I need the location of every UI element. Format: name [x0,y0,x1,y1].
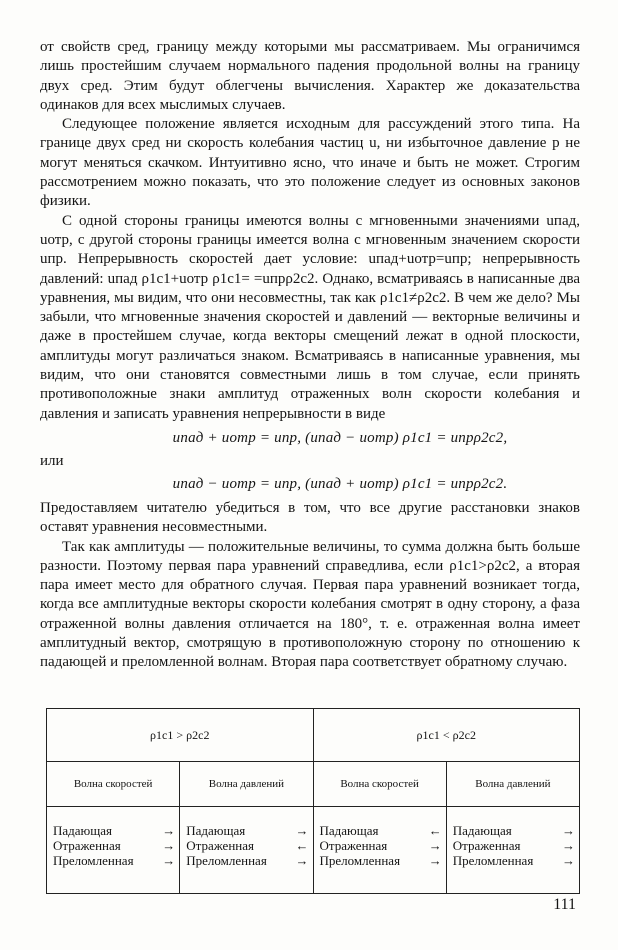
paragraph-4: Предоставляем читателю убедиться в том, что все другие расстановки знаков оставят уравнения несовместными. [40,499,580,536]
sub-header: Волна давлений [446,762,579,807]
col-4: Падающая → Отраженная → Преломленная → [446,807,579,894]
sub-header: Волна давлений [180,762,313,807]
sub-header: Волна скоростей [47,762,180,807]
page-number: 111 [553,896,576,913]
col-1: Падающая → Отраженная → Преломленная → [47,807,180,894]
header-right: ρ1c1 < ρ2c2 [313,709,580,762]
page-body [40,38,580,673]
or-word: или [40,452,64,469]
wave-table [46,708,580,894]
paragraph-3: С одной стороны границы имеются волны с мгновенными значениями uпад, uотр, с другой стороны границы имеется волна с мгновенным значением скорости uпр. Непрерывность скоростей дает условие: uпад+uотр=uпр; непрерывность давлений: uпад ρ1c1+uотр ρ1c1= =uпрρ2c2. Однако, всматриваясь в написанные два уравнения, мы видим, что они несовместны, так как ρ1c1≠ρ2c2. В чем же дело? Мы забыли, что мгновенные значения скоростей и давлений — векторные величины и даже в простейшем случае, когда векторы смещений лежат в одной плоскости, амплитуды могут различаться знаком. Всматриваясь в написанные уравнения, мы видим, что они становятся совместными лишь в том случае, если принять противоположные знаки амплитуд отраженных волн скорости колебания и давления и записать уравнения непрерывности в виде [40,212,580,422]
col-2: Падающая → Отраженная ← Преломленная → [180,807,313,894]
sub-header: Волна скоростей [313,762,446,807]
paragraph-1: от свойств сред, границу между которыми мы рассматриваем. Мы ограничимся лишь простейшим случаем нормального падения продольной волны на границу двух сред. Этим будут облегчены вычисления. Характер же доказательства одинаков для всех мыслимых случаев. [40,39,580,113]
paragraph-2: Следующее положение является исходным для рассуждений этого типа. На границе двух сред ни скорость колебания частиц u, ни избыточное давление p не могут меняться скачком. Интуитивно ясно, что иначе и быть не может. Строгим рассмотрением можно показать, что это положение следует из основных законов физики. [40,116,580,210]
paragraph-5: Так как амплитуды — положительные величины, то сумма должна быть больше разности. Поэтому первая пара уравнений справедлива, если ρ1c1>ρ2c2, а вторая пара имеет место для обратного случая. Первая пара уравнений возникает тогда, когда все амплитудные векторы скорости колебания смотрят в одну сторону, а фаза отраженной волны давления отличается на 180°, т. е. отраженная волна имеет амплитудный вектор, смотрящую в противоположную сторону по отношению к падающей и преломленной волнам. Вторая пара соответствует обратному случаю. [40,538,580,671]
equation-2: uпад − uотр = uпр, (uпад + uотр) ρ1c1 = uпрρ2c2. [172,475,508,492]
col-3: Падающая ← Отраженная → Преломленная → [313,807,446,894]
header-left: ρ1c1 > ρ2c2 [47,709,314,762]
equation-1: uпад + uотр = uпр, (uпад − uотр) ρ1c1 = uпрρ2c2, [172,429,508,446]
